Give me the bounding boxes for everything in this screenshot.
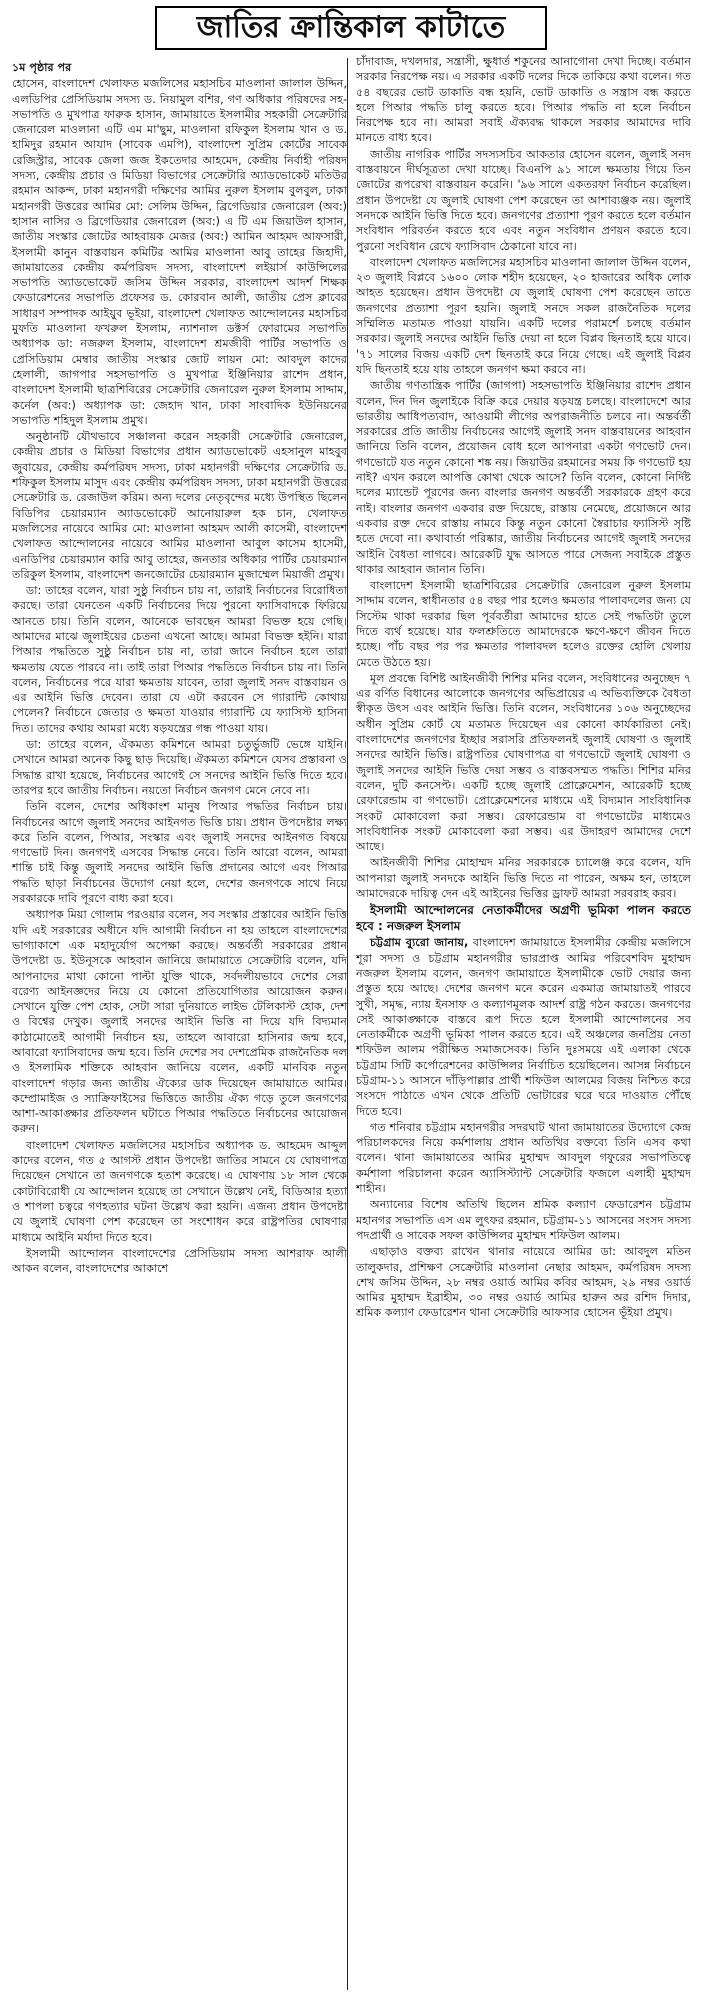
article-paragraph: হোসেন, বাংলাদেশ খেলাফত মজলিসের মহাসচিব মাওলানা জালাল উদ্দিন, এলডিপির প্রেসিডিয়াম সদস্য ড. নিয়ামুল বশির, গণ অধিকার পরিষদের সহ-সভাপতি ও মুখপাত্র ফারুক হাসান, জামায়াতে ইসলামীর সহকারী সেক্রেটারি জেনারেল মাওলানা এটি এম মা'ছুম, মাওলানা রফিকুল ইসলাম খান ও ড. হামিদুর রহমান আযাদ (সাবেক এমপি), বাংলাদেশ সুপ্রিম কোর্টের সাবেক রেজিস্ট্রার, সাবেক জেলা জজ ইকতেদার আহমেদ, কেন্দ্রীয় নির্বাহী পরিষদ সদস্য, কেন্দ্রীয় প্রচার ও মিডিয়া বিভাগের সেক্রেটারি অ্যাডভোকেট মতিউর রহমান আকন্দ, ঢাকা মহানগরী দক্ষিণের আমির নুরুল ইসলাম বুলবুল, ঢাকা মহানগরী উত্তরের আমির মো: সেলিম উদ্দিন, ব্রিগেডিয়ার জেনারেল (অব:) হাসান নাসির ও ব্রিগেডিয়ার জেনারেল (অব:) এ টি এম জিয়াউল হাসান, জাতীয় সংস্কার জোটের আহবায়ক মেজর (অব:) আমিন আহমদ আফসারী, ইসলামী কানুন বাস্তবায়ন কমিটির আমির মাওলানা আবু তাহের জিহাদী, জামায়াতের কেন্দ্রীয় কর্মপরিষদ সদস্য, বাংলাদেশ লইয়ার্স কাউন্সিলের সভাপতি অ্যাডভোকেট জসিম উদ্দিন সরকার, বাংলাদেশ আদর্শ শিক্ষক ফেডারেশনের সভাপতি প্রফেসর ড. কোরবান আলী, জাতীয় প্রেস ক্লাবের সাধারণ সম্পাদক আইয়ুব ভূইয়া, বাংলাদেশ খেলাফত আন্দোলনের মহাসচিব মুফতি মাওলানা ফখরুল ইসলাম, ন্যাশনাল ডক্টর্স ফোরামের সভাপতি অধ্যাপক ডা: নজরুল ইসলাম, বাংলাদেশ শ্রমজীবী পার্টির সভাপতি ও প্রেসিডিয়াম মেম্বার জাতীয় সংস্কার জোট লায়ন মো: আবদুল কাদের হেলালী, জাগপার সহসভাপতি ও মুখপাত্র ইঞ্জিনিয়ার রাশেদ প্রধান, বাংলাদেশ ইসলামী ছাত্রশিবিরের সেক্রেটারি জেনারেল নুরুল ইসলাম সাদ্দাম, কর্নেল (অব:) অধ্যাপক ডা: জেহাদ খান, ঢাকা সাংবাদিক ইউনিয়নের সভাপতি শহিদুল ইসলাম প্রমুখ। bbox=[12, 77, 347, 427]
right-column bbox=[356, 54, 691, 1984]
article-paragraph: আইনজীবী শিশির মোহাম্মদ মনির সরকারকে চ্যালেঞ্জ করে বলেন, যদি আপনারা জুলাই সনদকে আইনি ভিত্তি দিতে না পারেন, অক্ষম হন, তাহলে আমাদেরকে দায়িত্ব দেন এই আইনের ভিত্তির ড্রাফট আমরা সরবরাহ করব। bbox=[356, 856, 691, 901]
left-column bbox=[12, 60, 347, 1990]
article-paragraph: তিনি বলেন, দেশের অধিকাংশ মানুষ পিআর পদ্ধতির নির্বাচন চায়। নির্বাচনের আগে জুলাই সনদের আইনগত ভিত্তি চায়। প্রধান উপদেষ্টার লক্ষ্য করে তিনি বলেন, পিআর, সংস্কার এবং জুলাই সনদের আইনগত বিষয়ে গণভোট দিন। জনগণই এসবের সিদ্ধান্ত নেবে। তিনি আরো বলেন, আমরা শান্তি চাই কিন্তু জুলাই সনদের আইনি ভিত্তি প্রদানের আগে এবং পিআর পদ্ধতি ছাড়া নির্বাচনের উদ্যোগ নেয়া হলে, দেশের জনগণকে সাথে নিয়ে সরকারকে দাবি পূরণে বাধ্য করা হবে। bbox=[12, 800, 347, 906]
paragraph-text: বাংলাদেশ জামায়াতে ইসলামীর কেন্দ্রীয় মজলিসে শূরা সদস্য ও চট্টগ্রাম মহানগরীর ভারপ্রাপ্ত আমির পরিবেশবিদ মুহাম্মদ নজরুল ইসলাম বলেন, জনগণ জামায়াতে ইসলামীকে ভোট দেয়ার জন্য প্রস্তুত হয়ে আছে। দেশের জনগণ মনে করেন একমাত্র জামায়াতই পারবে সুখী, সমৃদ্ধ, ন্যায় ইনসাফ ও কল্যাণমূলক আদর্শ রাষ্ট্র গঠন করতে। জনগণের সেই আকাঙ্ক্ষাকে বাস্তবে রূপ দিতে হলে ইসলামী আন্দোলনের সব নেতাকর্মীকে অগ্রণী ভূমিকা পালন করতে হবে। এই অঞ্চলের জনপ্রিয় নেতা শফিউল আলম পরীক্ষিত সমাজসেবক। তিনি দুঃসময়ে এই এলাকা থেকে চট্টগ্রাম সিটি কর্পোরেশনের কাউন্সিলর নির্বাচিত হয়েছিলেন। আসন্ন নির্বাচনে চট্টগ্রাম-১১ আসনে দাঁড়িপাল্লার প্রার্থী শফিউল আলমের বিজয় নিশ্চিত করে সংসদে পাঠাতে এখন থেকে প্রতিটি ভোটারের ঘরে ঘরে দাওয়াত পৌঁছে দিতে হবে। bbox=[356, 936, 691, 1118]
article-paragraph: চাঁদাবাজ, দখলদার, সন্ত্রাসী, ক্ষুধার্ত শকুনের আনাগোনা দেখা দিচ্ছে। বর্তমান সরকার নিরপেক্ষ নয়। এ সরকার একটি দলের দিকে তাকিয়ে কথা বলেন। গত ৫৪ বছরের ভোট ডাকাতি বন্ধ হয়নি, ভোট ডাকাতি ও সন্ত্রাস বন্ধ করতে হলে পিআর পদ্ধতি চালু করতে হবে। পিআর পদ্ধতি না হলে নির্বাচন নিরপেক্ষ হবে না। আমরা সবাই ঐক্যবদ্ধ থাকলে সরকার আমাদের দাবি মানতে বাধ্য হবে। bbox=[356, 55, 691, 145]
article-paragraph: বাংলাদেশ ইসলামী ছাত্রশিবিরের সেক্রেটারি জেনারেল নুরুল ইসলাম সাদ্দাম বলেন, স্বাধীনতার ৫৪ বছর পার হলেও ক্ষমতার পালাবদলের জন্য যে সিস্টেম থাকা দরকার ছিল পূর্ববর্তীরা আমাদের হাতে সেই পদ্ধতিটা তুলে দিতে ব্যর্থ হয়েছে। যার ফলশ্রুতিতে আমাদেরকে ক্ষণে-ক্ষণে জীবন দিতে হচ্ছে। পাঁচ বছর পর পর ক্ষমতার পালাবদল হলেও রক্তের হোলি খেলায় মেতে উঠতে হয়। bbox=[356, 579, 691, 669]
headline-box bbox=[155, 6, 547, 50]
continuation-note: ১ম পৃষ্ঠার পর bbox=[12, 61, 72, 74]
article-paragraph: ডা: তাহের বলেন, ঐকমত্য কমিশনে আমরা চতুর্ভুজটি ভেঙ্গে যাইনি। সেখানে আমরা অনেক কিছু ছাড় দিয়েছি। ঐকমত্য কমিশনে যেসব প্রস্তাবনা ও সিদ্ধান্ত রাখা হয়েছে, নির্বাচনের আগেই সে সনদের আইনি ভিত্তি দিতে হবে। তারপর হবে জাতীয় নির্বাচন। নয়তো নির্বাচন জনগণ মেনে নেবে না। bbox=[12, 738, 347, 797]
article-paragraph: ইসলামী আন্দোলন বাংলাদেশের প্রেসিডিয়াম সদস্য আশরাফ আলী আকন বলেন, বাংলাদেশের আকাশে bbox=[12, 1246, 347, 1276]
article-paragraph: অন্যান্যের বিশেষ অতিথি ছিলেন শ্রমিক কল্যাণ ফেডারেশন চট্টগ্রাম মহানগর সভাপতি এস এম লুৎফর রহমান, চট্টগ্রাম-১১ আসনের সংসদ সদস্য পদপ্রার্থী ও সাবেক সফল কাউন্সিলর মুহাম্মদ শফিউল আলম। bbox=[356, 1198, 691, 1242]
article-paragraph: মূল প্রবন্ধে বিশিষ্ট আইনজীবী শিশির মনির বলেন, সংবিধানের অনুচ্ছেদ ৭ এর বর্ণিত বিধানের আলোকে জনগণের অভিপ্রায়ের এ অভিব্যক্তিকে বৈধতা স্বীকৃত উৎস এবং আইনি ভিত্তি। তিনি বলেন, সংবিধানের ১০৬ অনুচ্ছেদের অধীন সুপ্রিম কোর্ট যে মতামত দিয়েছেন এর কোনো কার্যকারিতা নেই। বাংলাদেশের জনগণের ইচ্ছার সরাসরি প্রতিফলনই জুলাই ঘোষণা ও জুলাই সনদের আইনি ভিত্তি। রাষ্ট্রপতির ঘোষণাপত্র বা গণভোটে জুলাই ঘোষণা ও জুলাই সনদের আইনি ভিত্তি দেয়া সম্ভব ও বাস্তবসম্মত পদ্ধতি। শিশির মনির বলেন, দুটি কনসেপ্ট। একটি হচ্ছে জুলাই প্রোক্লেমেশন, আরেকটি হচ্ছে রেফারেন্ডাম বা গণভোট। প্রোক্লেমেশনের মাধ্যমে এই বিদ্যমান সাংবিধানিক সংকট মোকাবেলা করা সম্ভব। রেফারেন্ডাম বা গণভোটের মাধ্যমেও সাংবিধানিক সংকট মোকাবেলা করা সম্ভব। এর উদাহরণ আমাদের দেশে আছে। bbox=[356, 671, 691, 854]
article-paragraph: অনুষ্ঠানটি যৌথভাবে সঞ্চালনা করেন সহকারী সেক্রেটারি জেনারেল, কেন্দ্রীয় প্রচার ও মিডিয়া বিভাগের প্রধান অ্যাডভোকেট এহসানুল মাহবুব জুবায়ের, কেন্দ্রীয় কর্মপরিষদ সদস্য, ঢাকা মহানগরী দক্ষিণের সেক্রেটারি ড. শফিকুল ইসলাম মাসুদ এবং কেন্দ্রীয় কর্মপরিষদ সদস্য, ঢাকা মহানগরী উত্তরের সেক্রেটারি ড. রেজাউল করিম। অন্য দলের নেতৃবৃন্দের মধ্যে উপস্থিত ছিলেন বিডিপির চেয়ারম্যান অ্যাডভোকেট আনোয়ারুল হক চান, খেলাফত মজলিসের নায়েবে আমির মো: মাওলানা আহমদ আলী কাসেমী, বাংলাদেশ খেলাফত আন্দোলনের নায়েবে আমির মাওলানা আবুল কাসেম হাসেমী, এনডিপির চেয়ারম্যান কারি আবু তাহের, জনতার অধিকার পার্টির চেয়ারম্যান তরিকুল ইসলাম, বাংলাদেশ জনজোটের চেয়ারম্যান মুজাম্মেল মিয়াজী প্রমুখ। bbox=[12, 430, 347, 581]
article-paragraph: জাতীয় নাগরিক পার্টির সদস্যসচিব আকতার হোসেন বলেন, জুলাই সনদ বাস্তবায়নে দীর্ঘসূত্রতা দেখা যাচ্ছে। বিএনপি ৯১ সালে ক্ষমতায় গিয়ে তিন জোটের রূপরেখা বাস্তবায়ন করেনি। '৯৬ সালে একতরফা নির্বাচন করেছিল। প্রধান উপদেষ্টা যে জুলাই ঘোষণা পেশ করেছেন তা আশাব্যঞ্জক নয়। জুলাই সনদকে আইনি ভিত্তি দিতে হবে। জনগণের প্রত্যাশা পূরণ করতে হলে বর্তমান সংবিধান পরিবর্তন করতে হবে এবং নতুন সংবিধান প্রণয়ন করতে হবে। পুরনো সংবিধান রেখে ফ্যাসিবাদ ঠেকানো যাবে না। bbox=[356, 147, 691, 253]
sub-headline: ইসলামী আন্দোলনের নেতাকর্মীদের অগ্রণী ভূমিকা পালন করতে হবে : নজরুল ইসলাম bbox=[356, 903, 691, 934]
article-paragraph bbox=[356, 935, 691, 1119]
article-paragraph: গত শনিবার চট্টগ্রাম মহানগরীর সদরঘাট থানা জামায়াতের উদ্যোগে কেন্দ্র পরিচালকদের নিয়ে কর্মশালায় প্রধান অতিথির বক্তব্যে তিনি এসব কথা বলেন। থানা জামায়াতের আমির মুহাম্মদ আবদুল গফুরের সভাপতিত্বে কর্মশালা পরিচালনা করেন অ্যাসিস্ট্যান্ট সেক্রেটারি ফজলে এলাহী মুহাম্মদ শাহীন। bbox=[356, 1120, 691, 1196]
article-paragraph: বাংলাদেশ খেলাফত মজলিসের মহাসচিব অধ্যাপক ড. আহমেদ আব্দুল কাদের বলেন, গত ৫ আগস্ট প্রধান উপদেষ্টা জাতির সামনে যে ঘোষণাপত্র দিয়েছেন সেখানে তা জনগণকে হতাশ করেছে। এ ঘোষণায় ১৮ সাল থেকে কোটাবিরোধী যে আন্দোলন হয়েছে তা সেখানে উল্লেখ নেই, বিডিআর হত্যা ও শাপলা চত্বরে গণহত্যার ঘটনা উল্লেখ করা হয়নি। এজন্য প্রধান উপদেষ্টা যে জুলাই ঘোষণা পেশ করেছেন তা সংশোধন করে রাষ্ট্রপতির ঘোষণার মাধ্যমে আইনি মর্যাদা দিতে হবে। bbox=[12, 1138, 347, 1244]
article-paragraph: ডা: তাহের বলেন, যারা সুষ্ঠু নির্বাচন চায় না, তারাই নির্বাচনের বিরোধিতা করছে। তারা যেনতেন একটি নির্বাচনের দিয়ে পুরনো ফ্যাসিবাদকে ফিরিয়ে আনতে চায়। তিনি বলেন, আনেকে ভাবছেন আমরা বিভক্ত হয়ে গেছি। আমাদের মাঝে জুলাইয়ের চেতনা এখনো আছে। আমরা বিভক্ত হইনি। যারা পিআর পদ্ধতিতে সুষ্ঠু নির্বাচন চায় না, তারা জানে নির্বাচন হলে তারা ক্ষমতায় যেতে পারবে না। তাই তারা পিআর পদ্ধতিতে নির্বাচন চায় না। তিনি বলেন, নির্বাচনের পরে যারা ক্ষমতায় যাবেন, তারা জুলাই সনদ বাস্তবায়ন ও এর আইনি ভিত্তি দেবেন। তারা যে এটা করবেন সে গ্যারান্টি কোথায় পেলেন? নির্বাচনে জেতার ও ক্ষমতা যাওয়ার গ্যারান্টি যে ফ্যাসিস্ট হাসিনা দিত। তাদের কথায় আমরা মধ্যে ষড়যন্ত্রের গন্ধ পাওয়া যায়। bbox=[12, 584, 347, 735]
headline: জাতির ক্রান্তিকাল কাটাতে bbox=[196, 10, 506, 45]
dateline: চট্টগ্রাম ব্যুরো জানায়, bbox=[370, 936, 469, 950]
article-paragraph: জাতীয় গণতান্ত্রিক পার্টির (জাগপা) সহসভাপতি ইঞ্জিনিয়ার রাশেদ প্রধান বলেন, দিন দিন জুলাইকে বিক্রি করে দেয়ার ষড়যন্ত্র চলছে। বাংলাদেশে আর ভারতীয় আধিপত্যবাদ, আওয়ামী লীগের অপরাজনীতি চলবে না। অন্তর্বর্তী সরকারের প্রতি জাতীয় নির্বাচনের আগেই জুলাই সনদ বাস্তবায়নের আহবান জানিয়ে তিনি বলেন, প্রয়োজন বোধ হলে আপনারা একটা গণভোট দেন। গণভোটে যত নতুন কোনো শঙ্ক নয়। জিয়াউর রহমানের সময় কি গণভোট হয় নাই? এখন করলে আপত্তি কোথা থেকে আসে? তিনি বলেন, কোনো নির্দিষ্ট দলের ম্যান্ডেট পূরণের জন্য বাংলার জনগণ অন্তর্বর্তী সরকারকে গ্রহণ করে নাই। বাংলার জনগণ একবার রক্ত দিয়েছে, রাস্তায় নেমেছে, প্রয়োজনে আর একবার রক্ত দেবে রাস্তায় নামবে কিন্তু নতুন কোনো স্বৈরাচার ফ্যাসিস্ট সৃষ্টি হতে দেবো না। কথাবার্তা পরিষ্কার, জাতীয় নির্বাচনের আগেই জুলাই সনদের আইনি বৈধতা লাগবে। আরেকটি যুদ্ধ আসতে পারে সেজন্য সবাইকে প্রস্তুত থাকার আহবান জানান তিনি। bbox=[356, 379, 691, 576]
article-paragraph: এছাড়াও বক্তব্য রাখেন থানার নায়েবে আমির ডা: আবদুল মতিন তালুকদার, প্রশিক্ষণ সেক্রেটারি মাওলানা নেছার আহমদ, কর্মপরিষদ সদস্য শেখ জসিম উদ্দিন, ২৮ নম্বর ওয়ার্ড আমির কবির আহমদ, ২৯ নম্বর ওয়ার্ড আমির মুহাম্মদ ইব্রাহীম, ৩০ নম্বর ওয়ার্ড আমির হারুন অর রশিদ দিদার, শ্রমিক কল্যাণ ফেডারেশন থানা সেক্রেটারি আফসার হোসেন ভূঁইয়া প্রমুখ। bbox=[356, 1245, 691, 1320]
article-paragraph: অধ্যাপক মিয়া গোলাম পরওয়ার বলেন, সব সংস্কার প্রস্তাবের আইনি ভিত্তি যদি এই সরকারের অধীনে যদি আগামী নির্বাচন না হয় তাহলে বাংলাদেশের ভাগ্যাকাশে এক মহাদুর্যোগ অপেক্ষা করছে। অন্তর্বর্তী সরকারের প্রধান উপদেষ্টা ড. ইউনূসকে আহবান জানিয়ে জামায়াতে সেক্রেটারি বলেন, যদি আপনাদের মাথা কোনো পাল্টা যুক্তি থাকে, সর্বদলীয়ভাবে দেশের সেরা বরেণ্য আইনজ্ঞদের নিয়ে যে কোনো প্রতিযোগিতার আয়োজন করুন। সেখানে যুক্তি পেশ হোক, সেটা সারা দুনিয়াতে লাইভ টেলিকাস্ট হোক, দেশ ও বিশ্বের দেখুক। জুলাই সনদের আইনি ভিত্তি না দিয়ে যদি বিদ্যমান কাঠামোতেই আগামী নির্বাচন হয়, তাহলে আবারো হাসিনার জন্ম হবে, আবারো ফ্যাসিবাদের জন্ম হবে। তিনি দেশের সব দেশপ্রেমিক রাজনৈতিক দল ও ইসলামিক শক্তিকে আহবান জানিয়ে বলেন, একটি মানবিক নতুন বাংলাদেশ গড়ার জন্য জাতীয় ঐক্যের ডাক দিয়েছেন জামায়াতে আমির। কম্প্রোমাইজ ও স্যাক্রিফাইসের ভিত্তিতে জাতীয় ঐক্য গড়ে তুলে জনগণের আশা-আকাঙ্ক্ষার প্রতিফলন ঘটাতে পিআর পদ্ধতিতে নির্বাচনের আয়োজন করুন। bbox=[12, 908, 347, 1136]
column-divider bbox=[347, 58, 348, 1990]
article-paragraph: বাংলাদেশ খেলাফত মজলিসের মহাসচিব মাওলানা জালাল উদ্দিন বলেন, ২৩ জুলাই বিপ্লবে ১৬০০ লোক শহীদ হয়েছেন, ২০ হাজারের অধিক লোক আহত হয়েছেন। প্রধান উপদেষ্টা যে জুলাই ঘোষণা পেশ করেছেন তাতে জনগণের প্রত্যাশা পূরণ হয়নি। জুলাই সনদে সকল রাজনৈতিক দলের সম্মিলিত মতামত পাওয়া যায়নি। একটি দলের পরামর্শে চলছে বর্তমান সরকার। জুলাই সনদের আইনি ভিত্তি দেয়া না হলে বিপ্লব ছিনতাই হয়ে যাবে। '৭১ সালের বিজয় একটি দেশ ছিনতাই করে নিয়ে গেছে। এই জুলাই বিপ্লব যদি ছিনতাই হয়ে যায় তাহলে জনগণ ক্ষমা করবে না। bbox=[356, 255, 691, 376]
